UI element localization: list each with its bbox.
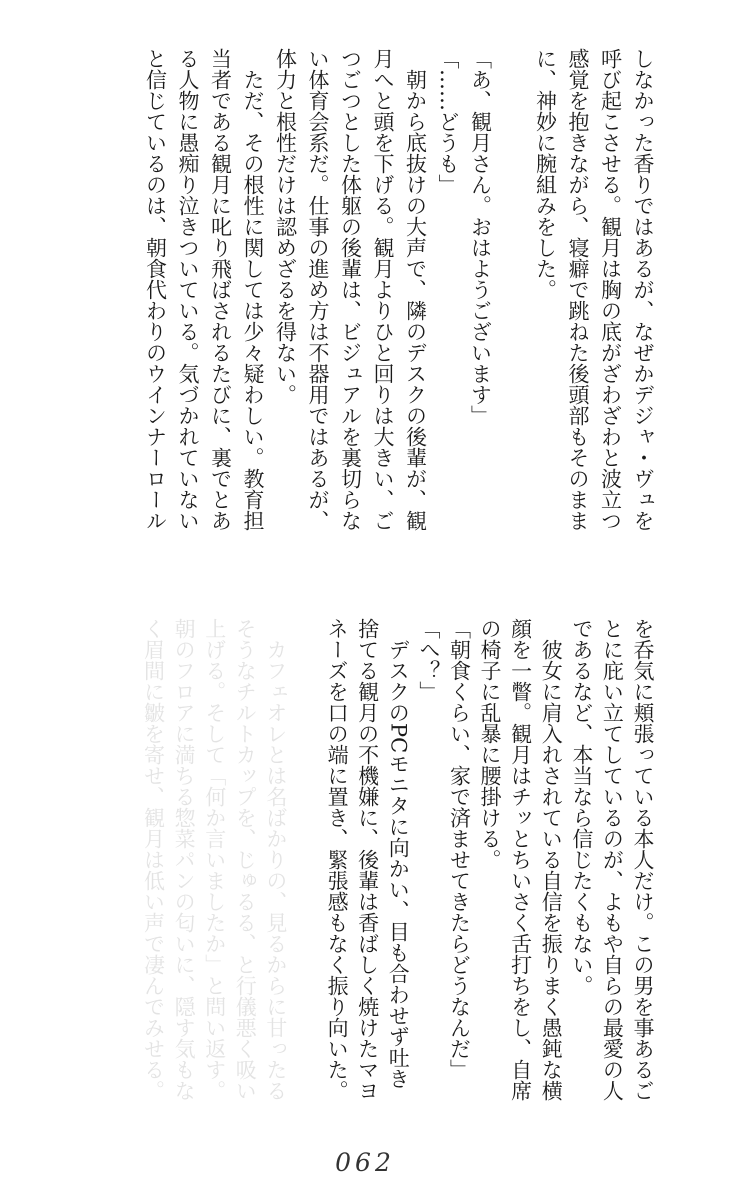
blank-line [498,48,531,578]
text-line: 「……どうも」 [436,48,460,195]
text-line: を呑気に頬張っている本人だけ。この男を事あるご [631,618,655,1101]
text-line: デスクのPCモニタに向かい、目も合わせず吐き [386,618,411,1090]
faded-text-line: 上げる。そして「何か言いましたか」と問い返す。 [202,618,227,1101]
text-line: 朝から底抜けの大声で、隣のデスクの後輩が、観 [403,48,428,531]
text-line: つごつとした体躯の後輩は、ビジュアルを裏切らな [338,48,363,531]
page-number: 062 [335,1148,395,1177]
faded-text-line: カフェオレとは名ばかりの、見るからに甘ったる [263,618,288,1101]
top-text-block [140,48,660,578]
text-line: 月へと頭を下げる。観月よりひと回りは大きい、ご [371,48,395,531]
faded-text-line: 朝のフロアに満ちる惣菜パンの匂いに、隠す気もな [172,618,197,1101]
text-line: の椅子に乱暴に腰掛ける。 [478,618,503,870]
text-line: 「あ、観月さん。おはようございます」 [468,48,493,426]
text-line: ただ、その根性に関しては少々疑わしい。教育担 [241,48,265,531]
text-line: 「朝食くらい、家で済ませてきたらどうなんだ」 [447,618,472,1080]
text-line: とに庇い立てしているのが、よもや自らの最愛の人 [600,618,625,1101]
text-line: 彼女に肩入れされている自信を振りまく愚鈍な横 [539,618,564,1101]
text-line: しなかった香りではあるが、なぜかデジャ・ヴュを [631,48,655,531]
text-line: ネーズを口の端に置き、緊張感もなく振り向いた。 [325,618,350,1101]
text-line: に、神妙に腕組みをした。 [533,48,558,300]
bottom-text-block [140,618,660,1118]
text-line: 感覚を抱きながら、寝癖で跳ねた後頭部もそのまま [566,48,590,531]
text-line: 体力と根性だけは認めざるを得ない。 [273,48,298,405]
blank-line [293,618,324,1118]
text-line: 呼び起こさせる。観月は胸の底がざわざわと波立つ [598,48,623,531]
text-line: 当者である観月に叱り飛ばされるたびに、裏でとあ [208,48,233,531]
text-line: であるなど、本当なら信じたくもない。 [569,618,594,996]
faded-text-line: く眉間に皺を寄せ、観月は低い声で凄んでみせる。 [141,618,166,1101]
text-line: と信じているのは、朝食代わりのウインナーロール [143,48,168,531]
text-line: る人物に愚痴り泣きついている。気づかれていない [176,48,200,531]
text-line: 「へ？」 [416,618,441,702]
text-line: 顔を一瞥。観月はチッとちいさく舌打ちをし、自席 [508,618,533,1101]
faded-text-line: そうなチルトカップを、じゅるる、と行儀悪く吸い [233,618,258,1101]
text-line: 捨てる観月の不機嫌に、後輩は香ばしく焼けたマヨ [355,618,380,1101]
text-line: い体育会系だ。仕事の進め方は不器用ではあるが、 [306,48,330,531]
